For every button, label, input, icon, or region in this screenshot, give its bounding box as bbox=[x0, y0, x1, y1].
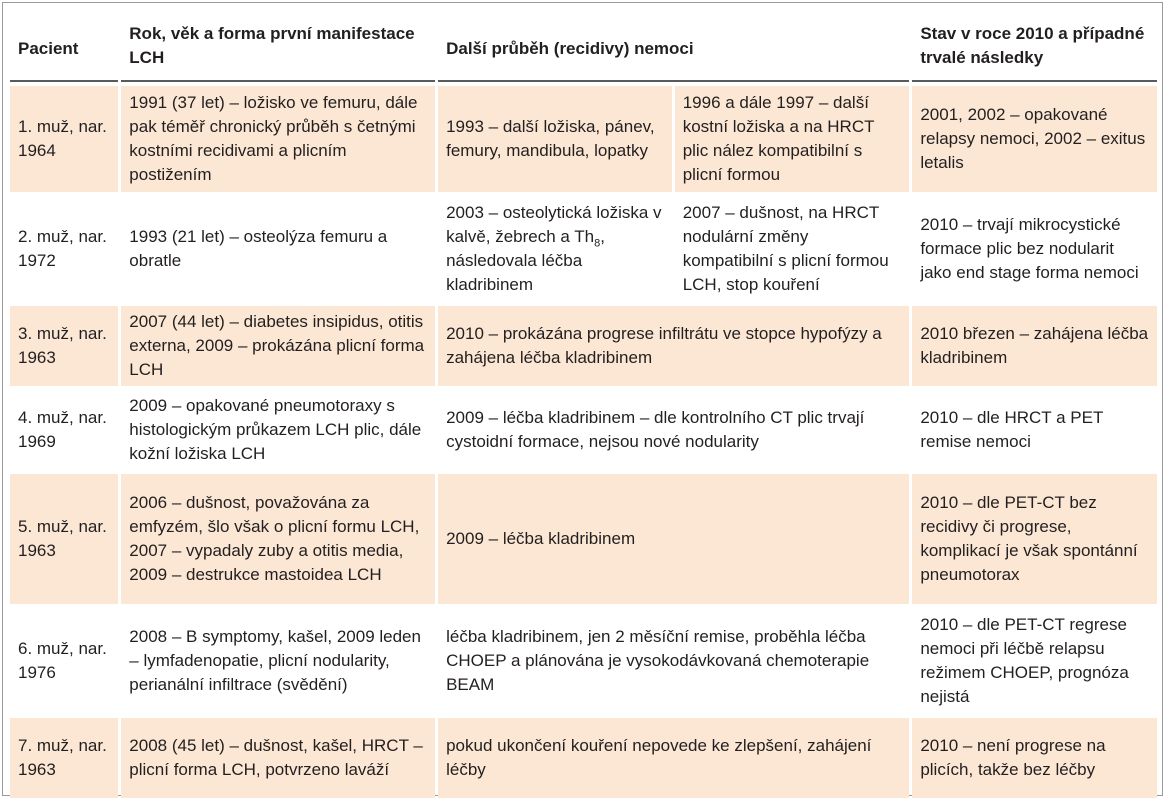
patients-table bbox=[7, 8, 1160, 802]
cell-patient: 6. muž, nar. 1976 bbox=[18, 639, 107, 682]
cell-status: 2010 – dle PET-CT regrese nemoci při léčbě relapsu režimem CHOEP, prognóza nejistá bbox=[920, 615, 1129, 706]
header-row bbox=[10, 12, 1157, 82]
cell-first-manifestation: 2008 – B symptomy, kašel, 2009 leden – lymfadenopatie, plicní nodularity, perianální infiltrace (svědění) bbox=[129, 627, 421, 694]
cell-patient: 7. muž, nar. 1963 bbox=[10, 718, 118, 798]
cell-first-manifestation: 2007 (44 let) – diabetes insipidus, otitis externa, 2009 – prokázána plicní forma LCH bbox=[121, 306, 435, 386]
cell-status: 2010 březen – zahájena léčba kladribinem bbox=[912, 306, 1157, 386]
cell-patient: 3. muž, nar. 1963 bbox=[10, 306, 118, 386]
cell-first-manifestation: 2006 – dušnost, považována za emfyzém, šlo však o plicní formu LCH, 2007 – vypadaly zuby a otitis media, 2009 – destrukce mastoidea LCH bbox=[121, 474, 435, 604]
table-row bbox=[10, 306, 1157, 386]
table-row bbox=[10, 474, 1157, 604]
table-row bbox=[10, 86, 1157, 192]
cell-first-manifestation: 2008 (45 let) – dušnost, kašel, HRCT – plicní forma LCH, potvrzeno laváží bbox=[121, 718, 435, 798]
cell-first-manifestation: 1993 (21 let) – osteolýza femuru a obratle bbox=[129, 227, 388, 270]
cell-status: 2010 – trvají mikrocystické formace plic bez nodularit jako end stage forma nemoci bbox=[920, 215, 1139, 282]
cell-status: 2001, 2002 – opakované relapsy nemoci, 2002 – exitus letalis bbox=[912, 86, 1157, 192]
cell-status: 2010 – dle PET-CT bez recidivy či progrese, komplikací je však spontánní pneumotorax bbox=[912, 474, 1157, 604]
cell-course: 1996 a dále 1997 – další kostní ložiska a na HRCT plic nález kompatibilní s plicní formou bbox=[675, 86, 910, 192]
cell-first-manifestation: 1991 (37 let) – ložisko ve femuru, dále pak téměř chronický průběh s četnými kostními recidivami a plicním postižením bbox=[121, 86, 435, 192]
cell-course-text: , následovala léčba kladribinem bbox=[446, 227, 605, 294]
cell-course-text: 2003 – osteolytická ložiska v kalvě, žebrech a Th bbox=[446, 203, 662, 246]
cell-course: léčba kladribinem, jen 2 měsíční remise, proběhla léčba CHOEP a plánována je vysokodávkovaná chemoterapie BEAM bbox=[446, 627, 870, 694]
cell-course: 2009 – léčba kladribinem bbox=[438, 474, 909, 604]
cell-patient: 1. muž, nar. 1964 bbox=[10, 86, 118, 192]
cell-course: 1993 – další ložiska, pánev, femury, mandibula, lopatky bbox=[438, 86, 672, 192]
cell-course: 2009 – léčba kladribinem – dle kontrolního CT plic trvají cystoidní formace, nejsou nové nodularity bbox=[446, 408, 865, 451]
cell-course: 2010 – prokázána progrese infiltrátu ve stopce hypofýzy a zahájena léčba kladribinem bbox=[438, 306, 909, 386]
header-course: Další průběh (recidivy) nemoci bbox=[438, 12, 909, 82]
header-patient: Pacient bbox=[10, 12, 118, 82]
cell-course: 2007 – dušnost, na HRCT nodulární změny kompatibilní s plicní formou LCH, stop kouření bbox=[682, 203, 889, 294]
header-first-manifestation: Rok, věk a forma první manifestace LCH bbox=[121, 12, 435, 82]
cell-course bbox=[438, 196, 672, 302]
cell-patient: 2. muž, nar. 1972 bbox=[18, 227, 107, 270]
table-row bbox=[10, 718, 1157, 798]
cell-first-manifestation: 2009 – opakované pneumotoraxy s histologickým průkazem LCH plic, dále kožní ložiska LCH bbox=[129, 396, 422, 463]
table-row bbox=[10, 390, 1157, 470]
cell-patient: 5. muž, nar. 1963 bbox=[10, 474, 118, 604]
table-row bbox=[10, 608, 1157, 714]
header-status-2010: Stav v roce 2010 a případné trvalé následky bbox=[912, 12, 1157, 82]
table-row bbox=[10, 196, 1157, 302]
cell-status: 2010 – není progrese na plicích, takže bez léčby bbox=[912, 718, 1157, 798]
table-frame bbox=[2, 2, 1163, 796]
subscript: 8 bbox=[594, 237, 601, 250]
cell-course: pokud ukončení kouření nepovede ke zlepšení, zahájení léčby bbox=[438, 718, 909, 798]
cell-status: 2010 – dle HRCT a PET remise nemoci bbox=[920, 408, 1104, 451]
cell-patient: 4. muž, nar. 1969 bbox=[18, 408, 107, 451]
